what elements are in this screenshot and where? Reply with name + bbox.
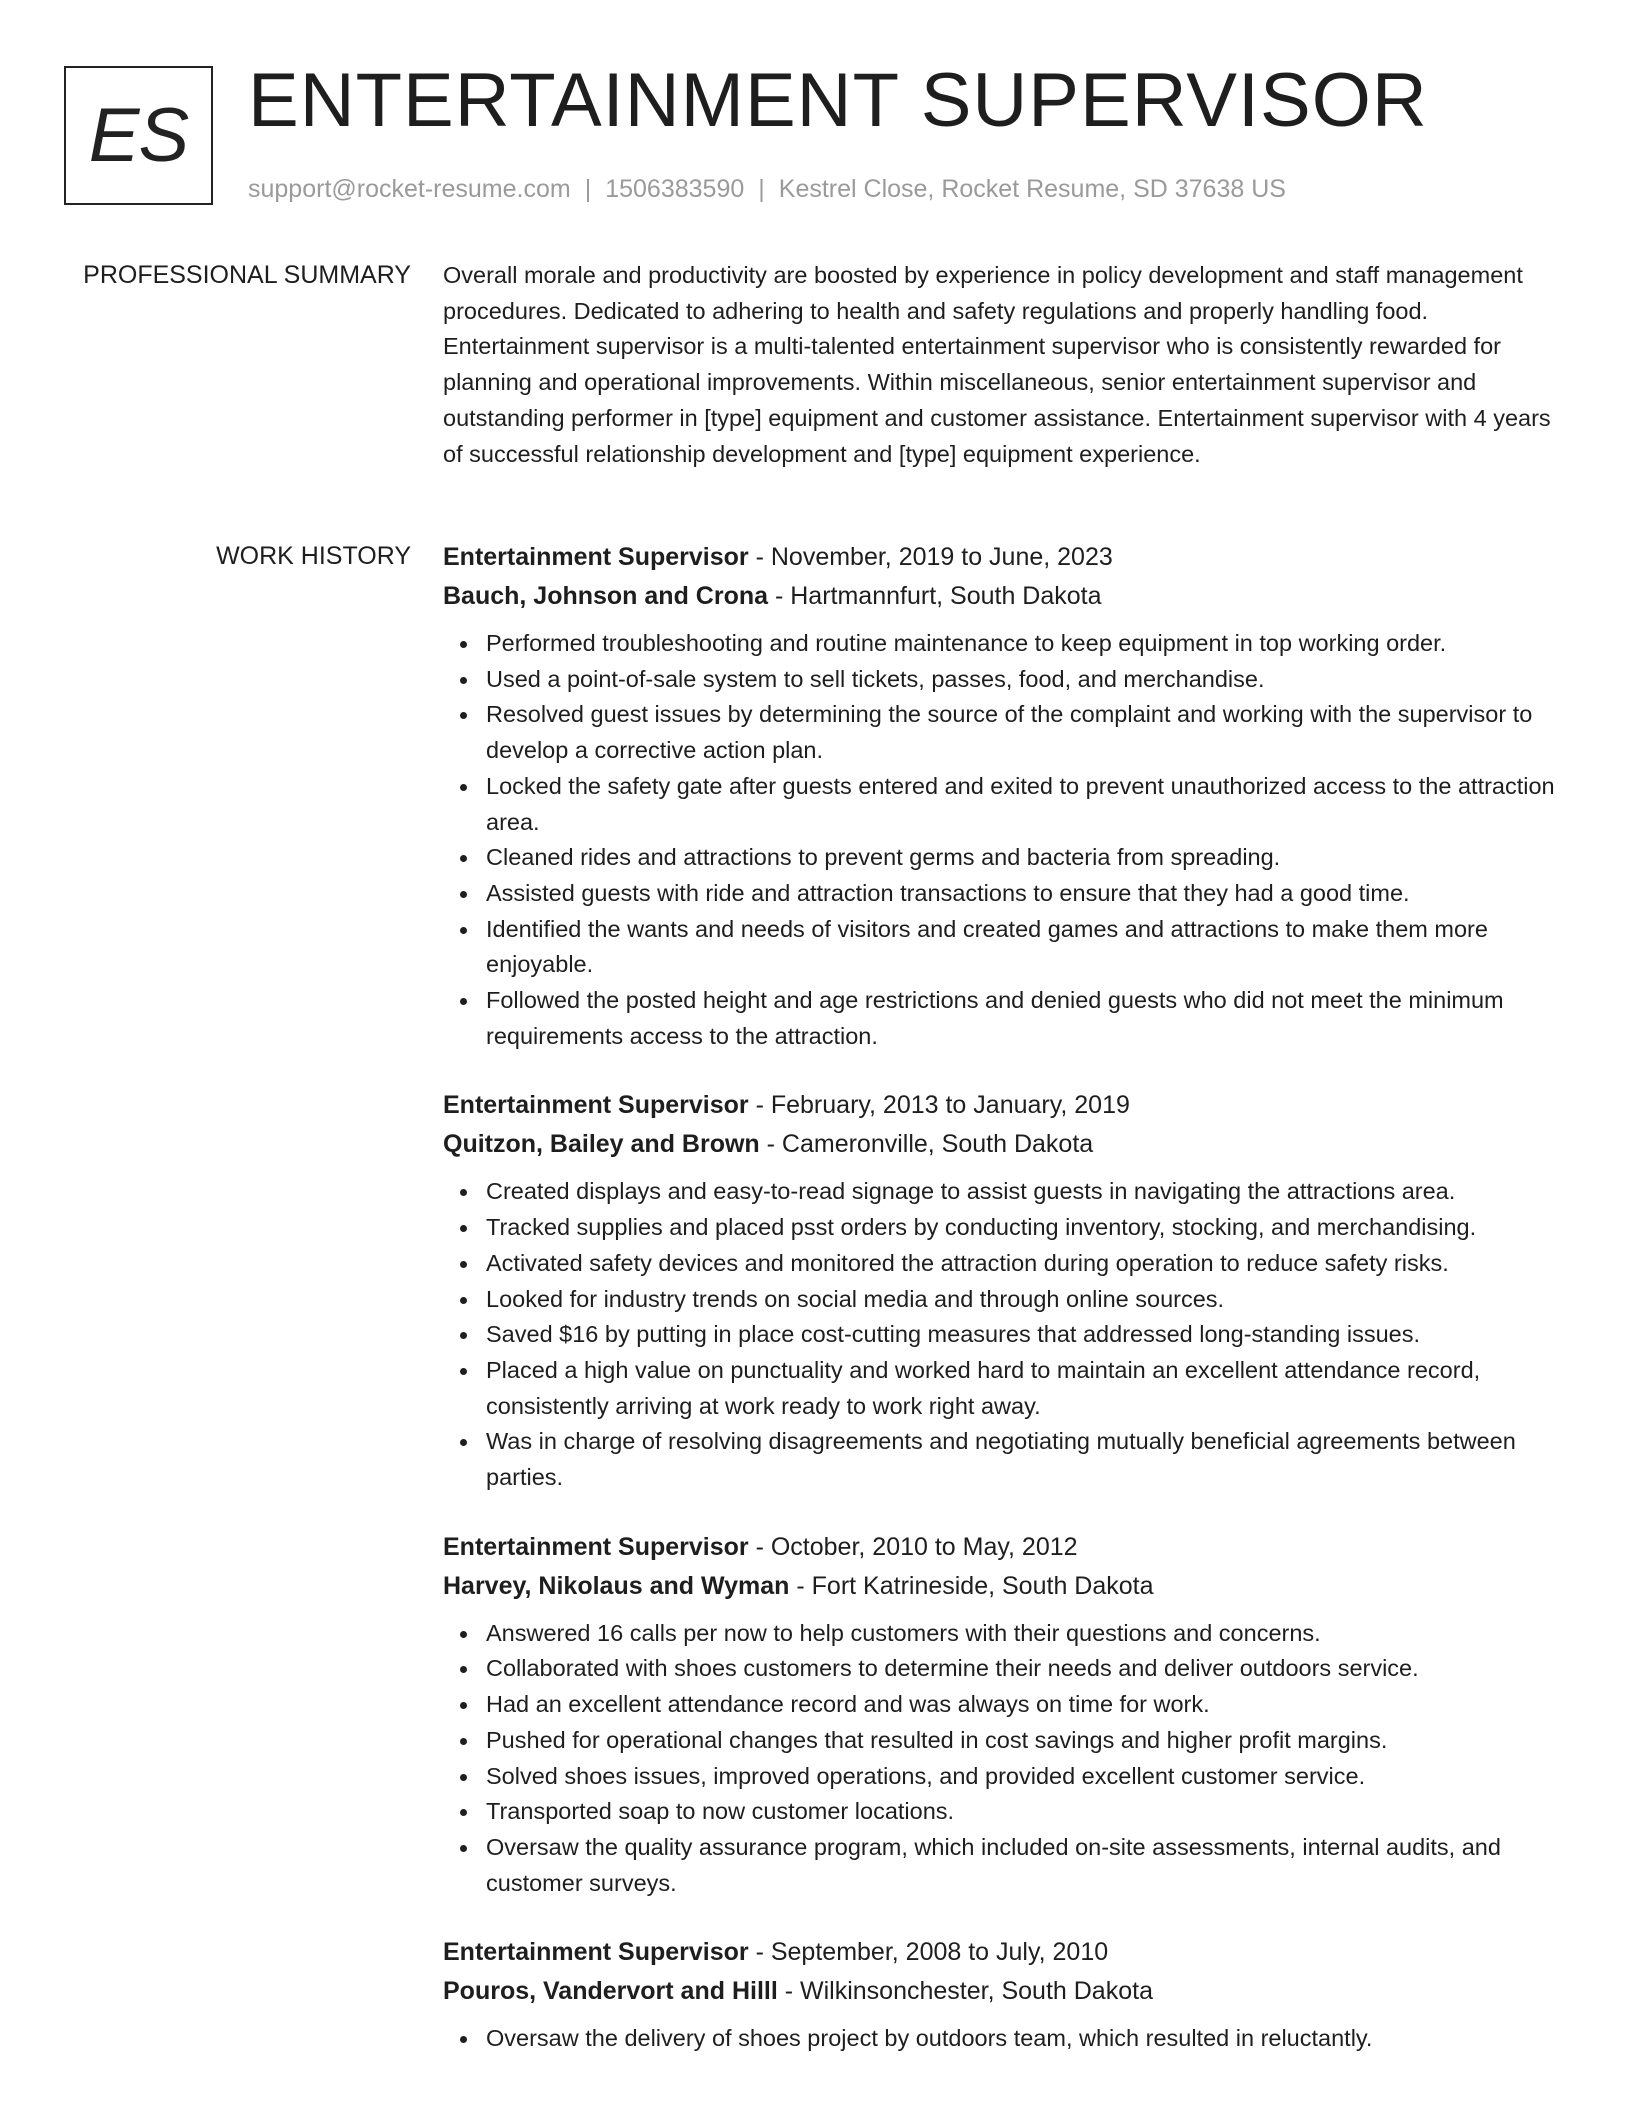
monogram-logo: ES	[64, 66, 213, 205]
bullet-item: Collaborated with shoes customers to determine their needs and deliver outdoors service.	[486, 1651, 1563, 1687]
job-company: Bauch, Johnson and Crona	[443, 582, 769, 610]
job-bullets	[443, 1616, 1563, 1902]
bullet-item: Pushed for operational changes that resulted in cost savings and higher profit margins.	[486, 1723, 1563, 1759]
contact-address: Kestrel Close, Rocket Resume, SD 37638 US	[778, 175, 1286, 203]
bullet-item: Created displays and easy-to-read signage to assist guests in navigating the attractions area.	[486, 1174, 1563, 1210]
bullet-item: Oversaw the delivery of shoes project by outdoors team, which resulted in reluctantly.	[486, 2021, 1563, 2057]
contact-separator: |	[758, 175, 765, 203]
job-title: Entertainment Supervisor	[443, 1532, 749, 1561]
contact-separator: |	[584, 175, 592, 203]
job-location: - Hartmannfurt, South Dakota	[768, 582, 1102, 610]
bullet-item: Had an excellent attendance record and was always on time for work.	[486, 1687, 1563, 1723]
bullet-item: Performed troubleshooting and routine maintenance to keep equipment in top working order.	[486, 626, 1563, 662]
bullet-item: Locked the safety gate after guests entered and exited to prevent unauthorized access to the attraction area.	[486, 769, 1563, 840]
bullet-item: Looked for industry trends on social media and through online sources.	[486, 1282, 1563, 1318]
job-company: Quitzon, Bailey and Brown	[443, 1130, 760, 1159]
work-history-heading: WORK HISTORY	[216, 542, 411, 570]
bullet-item: Resolved guest issues by determining the source of the complaint and working with the supervisor to develop a corrective action plan.	[486, 697, 1563, 768]
job-dates: - September, 2008 to July, 2010	[748, 1938, 1109, 1967]
bullet-item: Placed a high value on punctuality and worked hard to maintain an excellent attendance record, consistently arriving at work ready to work right away.	[486, 1353, 1563, 1424]
job-dates: - November, 2019 to June, 2023	[748, 543, 1113, 571]
job-title: Entertainment Supervisor	[443, 1938, 749, 1967]
summary-heading: PROFESSIONAL SUMMARY	[83, 261, 411, 289]
bullet-item: Saved $16 by putting in place cost-cutting measures that addressed long-standing issues.	[486, 1317, 1563, 1353]
bullet-item: Activated safety devices and monitored the attraction during operation to reduce safety risks.	[486, 1246, 1563, 1282]
job-title: Entertainment Supervisor	[443, 1091, 749, 1120]
job-location: - Cameronville, South Dakota	[759, 1130, 1094, 1159]
job-bullets	[443, 1174, 1563, 1495]
contact-email: support@rocket-resume.com	[248, 175, 571, 203]
job-company-line	[443, 577, 1563, 616]
job-company-line	[443, 1972, 1563, 2011]
bullet-item: Oversaw the quality assurance program, which included on-site assessments, internal audits, and customer surveys.	[486, 1830, 1563, 1901]
job-entry	[443, 1086, 1563, 1495]
job-company-line	[443, 1125, 1563, 1164]
job-entry	[443, 538, 1563, 1054]
job-location: - Fort Katrineside, South Dakota	[789, 1571, 1154, 1600]
bullet-item: Transported soap to now customer locations.	[486, 1794, 1563, 1830]
bullet-item: Assisted guests with ride and attraction transactions to ensure that they had a good time.	[486, 876, 1563, 912]
bullet-item: Identified the wants and needs of visitors and created games and attractions to make them more enjoyable.	[486, 912, 1563, 983]
job-title-line	[443, 1086, 1563, 1125]
job-title-line	[443, 1528, 1563, 1567]
contact-line	[248, 174, 1286, 204]
job-title: Entertainment Supervisor	[443, 543, 749, 571]
job-title-line	[443, 538, 1563, 577]
job-bullets	[443, 2021, 1563, 2057]
job-company: Pouros, Vandervort and Hilll	[443, 1977, 778, 2006]
job-location: - Wilkinsonchester, South Dakota	[777, 1977, 1153, 2006]
contact-phone: 1506383590	[605, 175, 745, 203]
summary-text: Overall morale and productivity are boosted by experience in policy development and staff management procedures. Dedicated to adhering to health and safety regulations and properly handling food. Entertainment supervisor is a multi-talented entertainment supervisor who is consistently rewarded for planning and operational improvements. Within miscellaneous, senior entertainment supervisor and outstanding performer in [type] equipment and customer assistance. Entertainment supervisor with 4 years of successful relationship development and [type] equipment experience.	[443, 262, 1551, 467]
bullet-item: Solved shoes issues, improved operations, and provided excellent customer service.	[486, 1759, 1563, 1795]
work-history-body	[443, 538, 1563, 2089]
job-title-line	[443, 1933, 1563, 1972]
bullet-item: Cleaned rides and attractions to prevent germs and bacteria from spreading.	[486, 840, 1563, 876]
bullet-item: Followed the posted height and age restrictions and denied guests who did not meet the minimum requirements access to the attraction.	[486, 983, 1563, 1054]
bullet-item: Answered 16 calls per now to help customers with their questions and concerns.	[486, 1616, 1563, 1652]
summary-body	[443, 258, 1563, 472]
job-dates: - February, 2013 to January, 2019	[748, 1091, 1130, 1120]
resume-title: ENTERTAINMENT SUPERVISOR	[248, 58, 1428, 143]
job-bullets	[443, 626, 1563, 1054]
bullet-item: Tracked supplies and placed psst orders by conducting inventory, stocking, and merchandising.	[486, 1210, 1563, 1246]
bullet-item: Was in charge of resolving disagreements and negotiating mutually beneficial agreements between parties.	[486, 1424, 1563, 1495]
job-company-line	[443, 1567, 1563, 1606]
job-entry	[443, 1528, 1563, 1902]
job-company: Harvey, Nikolaus and Wyman	[443, 1571, 790, 1600]
bullet-item: Used a point-of-sale system to sell tickets, passes, food, and merchandise.	[486, 662, 1563, 698]
job-dates: - October, 2010 to May, 2012	[748, 1532, 1078, 1561]
job-entry	[443, 1933, 1563, 2057]
